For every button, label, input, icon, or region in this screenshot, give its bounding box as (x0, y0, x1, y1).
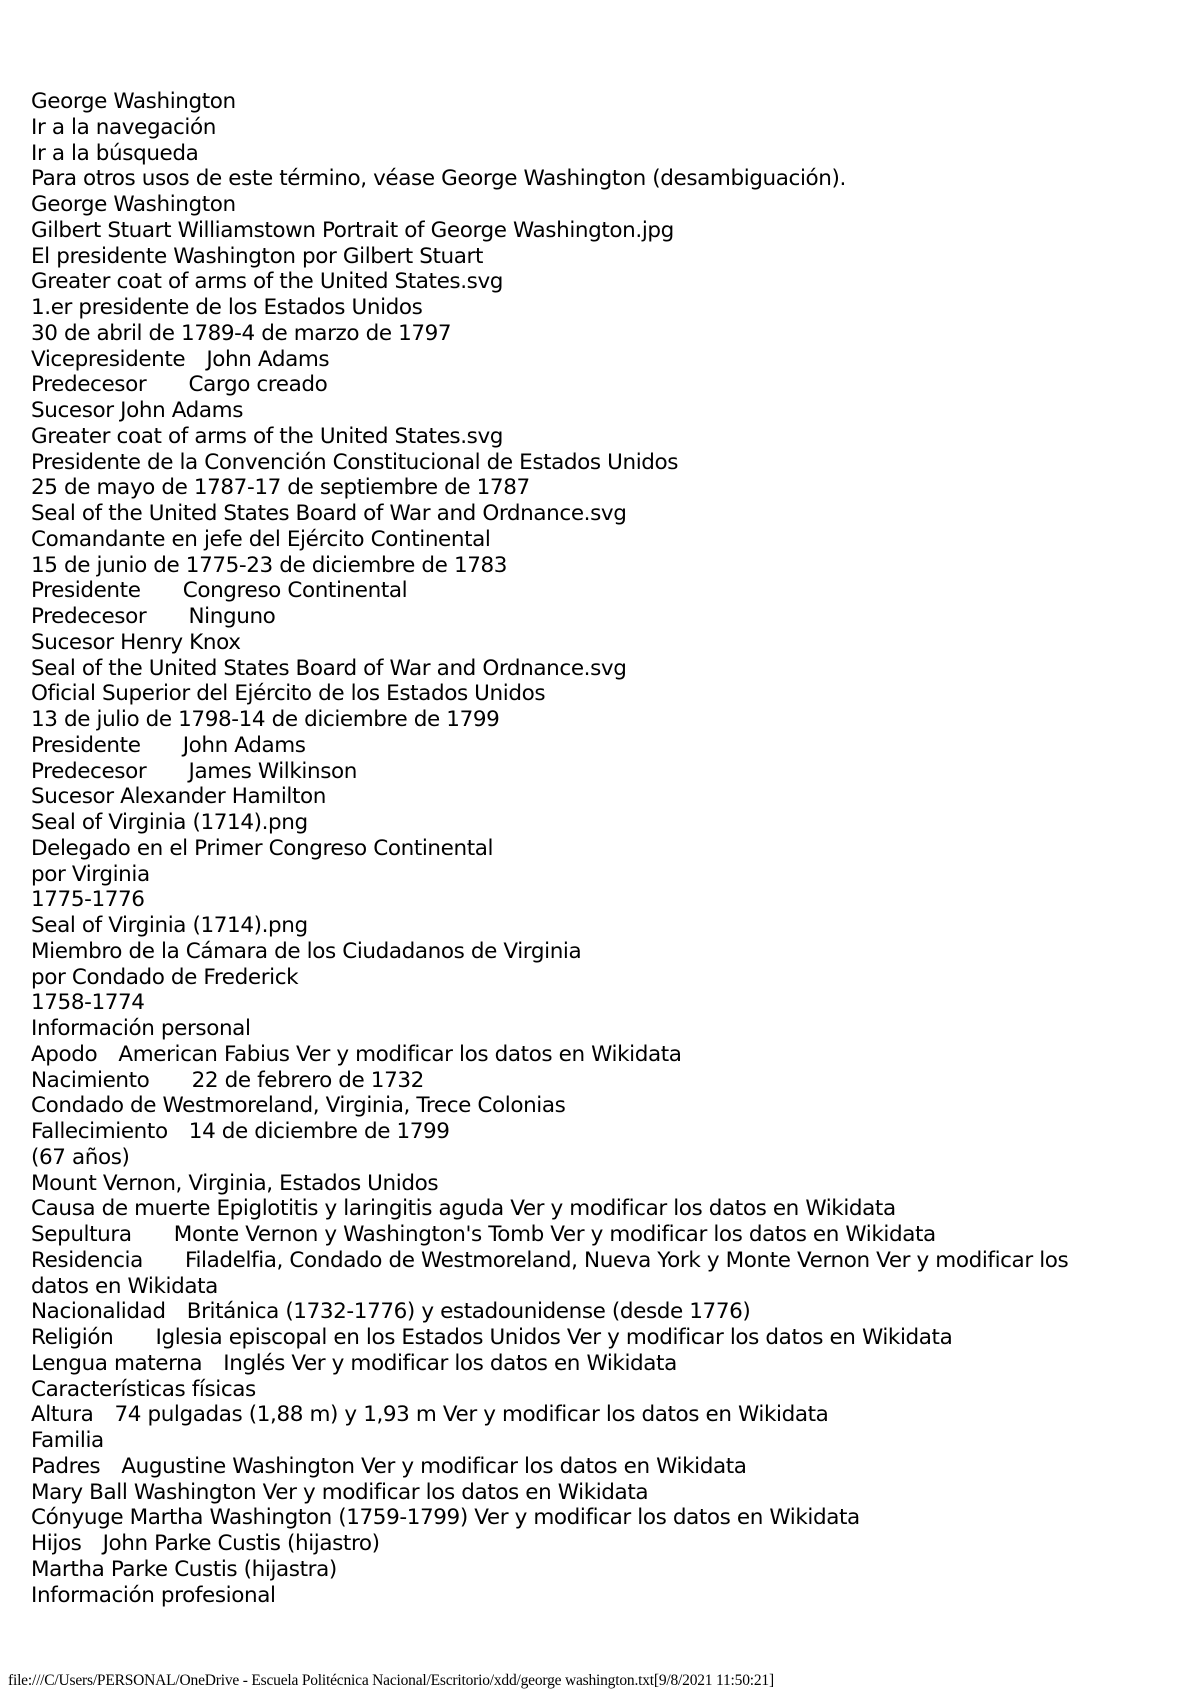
text-line: Nacimiento 22 de febrero de 1732 (31, 1067, 424, 1093)
text-line: 1775-1776 (31, 887, 145, 913)
text-line: Presidente de la Convención Constitucional de Estados Unidos (31, 449, 679, 475)
text-line: 15 de junio de 1775-23 de diciembre de 1783 (31, 552, 508, 578)
text-line: Información personal (31, 1016, 251, 1041)
text-line: Nacionalidad Británica (1732-1776) y estadounidense (desde 1776) (31, 1299, 751, 1325)
text-line: Gilbert Stuart Williamstown Portrait of George Washington.jpg (31, 217, 674, 243)
document-text (31, 89, 1181, 1608)
text-line: Apodo American Fabius Ver y modificar los datos en Wikidata (31, 1041, 682, 1067)
text-line: Martha Parke Custis (hijastra) (31, 1556, 337, 1582)
text-line: Condado de Westmoreland, Virginia, Trece Colonias (31, 1093, 566, 1119)
text-line: Predecesor Ninguno (31, 604, 276, 629)
text-line: Residencia Filadelfia, Condado de Westmoreland, Nueva York y Monte Vernon Ver y modificar los (31, 1247, 1069, 1273)
text-line: 1758-1774 (31, 990, 145, 1016)
text-line: Sepultura Monte Vernon y Washington's Tomb Ver y modificar los datos en Wikidata (31, 1222, 936, 1247)
text-line: Mary Ball Washington Ver y modificar los datos en Wikidata (31, 1479, 649, 1505)
text-line: Sucesor Alexander Hamilton (31, 784, 326, 810)
text-line: Para otros usos de este término, véase George Washington (desambiguación). (31, 166, 846, 192)
text-line: El presidente Washington por Gilbert Stuart (31, 243, 483, 269)
text-line: Altura 74 pulgadas (1,88 m) y 1,93 m Ver y modificar los datos en Wikidata (31, 1402, 829, 1428)
text-line: Lengua materna Inglés Ver y modificar los datos en Wikidata (31, 1350, 677, 1376)
text-line: Seal of the United States Board of War and Ordnance.svg (31, 501, 627, 526)
text-line: datos en Wikidata (31, 1273, 218, 1299)
text-line: George Washington (31, 192, 236, 217)
text-line: Presidente John Adams (31, 732, 306, 758)
text-line: Sucesor John Adams (31, 398, 244, 423)
text-line: 25 de mayo de 1787-17 de septiembre de 1787 (31, 475, 530, 501)
text-line: Religión Iglesia episcopal en los Estados Unidos Ver y modificar los datos en Wikidata (31, 1325, 953, 1350)
text-line: Seal of Virginia (1714).png (31, 913, 308, 938)
text-line: Seal of the United States Board of War and Ordnance.svg (31, 655, 627, 681)
text-line: Ir a la navegación (31, 114, 216, 140)
text-line: Hijos John Parke Custis (hijastro) (31, 1531, 380, 1556)
text-line: Padres Augustine Washington Ver y modificar los datos en Wikidata (31, 1453, 747, 1479)
text-line: Familia (31, 1428, 104, 1453)
text-line: Oficial Superior del Ejército de los Estados Unidos (31, 681, 546, 707)
text-line: Ir a la búsqueda (31, 140, 199, 166)
text-line: Mount Vernon, Virginia, Estados Unidos (31, 1170, 439, 1196)
text-line: (67 años) (31, 1144, 130, 1170)
text-line: 1.er presidente de los Estados Unidos (31, 295, 423, 320)
text-line: por Virginia (31, 861, 150, 887)
text-line: Comandante en jefe del Ejército Continental (31, 526, 491, 552)
text-line: Características físicas (31, 1376, 256, 1402)
text-line: Causa de muerte Epiglotitis y laringitis aguda Ver y modificar los datos en Wikidata (31, 1196, 896, 1222)
text-line: 30 de abril de 1789-4 de marzo de 1797 (31, 320, 452, 346)
text-line: Delegado en el Primer Congreso Continental (31, 835, 494, 861)
text-line: Presidente Congreso Continental (31, 578, 408, 604)
text-line: por Condado de Frederick (31, 964, 299, 990)
text-line: Información profesional (31, 1582, 276, 1608)
text-line: Vicepresidente John Adams (31, 346, 330, 372)
text-line: Seal of Virginia (1714).png (31, 810, 308, 835)
text-line: Cónyuge Martha Washington (1759-1799) Ver y modificar los datos en Wikidata (31, 1505, 860, 1531)
text-line: Greater coat of arms of the United States.svg (31, 423, 504, 449)
text-line: Predecesor Cargo creado (31, 372, 328, 398)
file-path-footer: file:///C/Users/PERSONAL/OneDrive - Escuela Politécnica Nacional/Escritorio/xdd/george washington.txt[9/8/2021 11:50:21] (8, 1672, 774, 1689)
text-line: George Washington (31, 89, 236, 114)
text-line: Fallecimiento 14 de diciembre de 1799 (31, 1119, 450, 1144)
text-line: Predecesor James Wilkinson (31, 758, 357, 784)
text-line: 13 de julio de 1798-14 de diciembre de 1799 (31, 707, 500, 732)
text-line: Sucesor Henry Knox (31, 629, 241, 655)
text-line: Miembro de la Cámara de los Ciudadanos de Virginia (31, 938, 582, 964)
text-line: Greater coat of arms of the United States.svg (31, 269, 504, 295)
